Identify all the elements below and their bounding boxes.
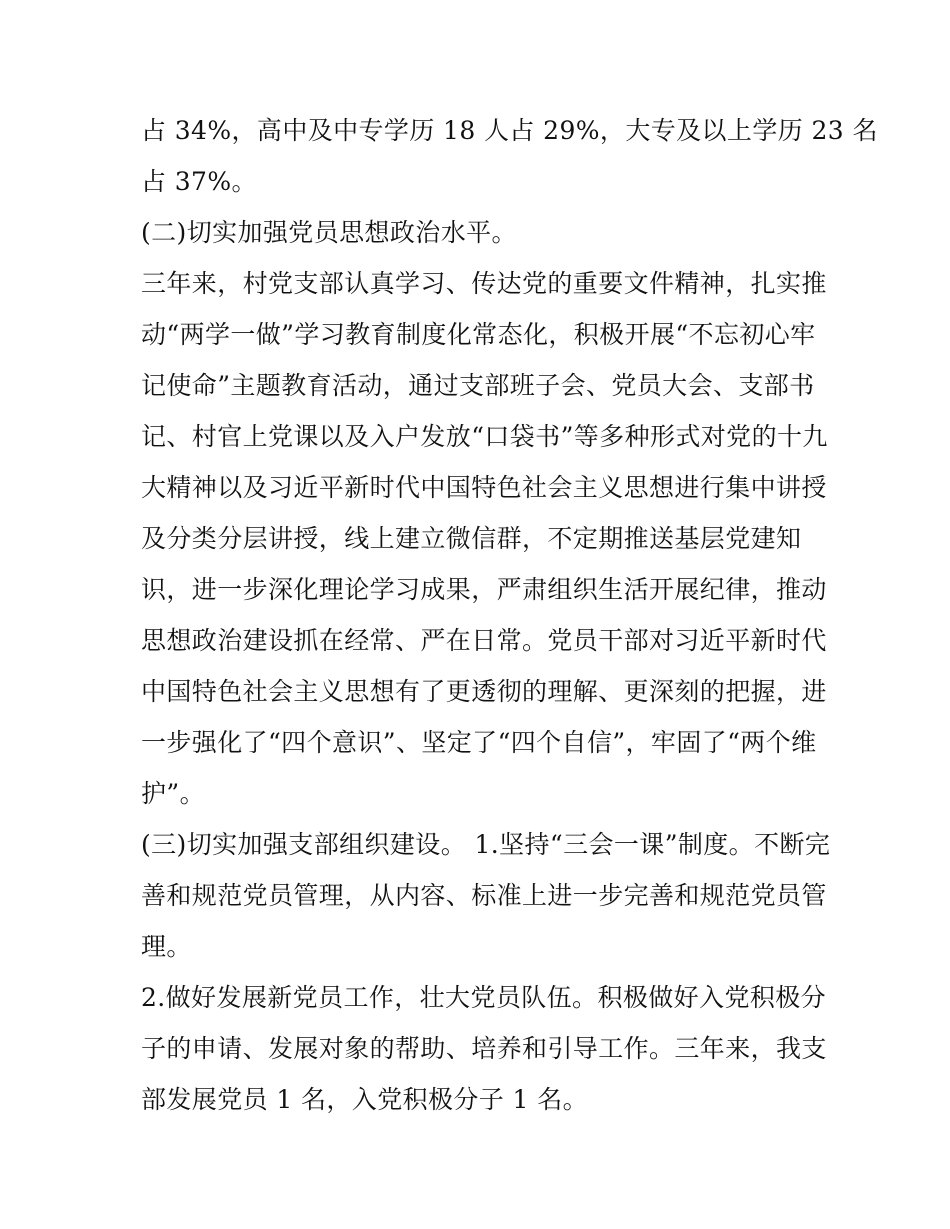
text-line-1: 占 34%，高中及中专学历 18 人占 29%，大专及以上学历 23 名 xyxy=(141,116,878,145)
text-line-11: 思想政治建设抓在经常、严在日常。党员干部对习近平新时代 xyxy=(141,626,827,655)
text-line-2: 占 37%。 xyxy=(141,167,257,196)
text-line-13: 一步强化了“四个意识”、坚定了“四个自信”，牢固了“两个维 xyxy=(141,728,817,757)
text-line-4: 三年来，村党支部认真学习、传达党的重要文件精神，扎实推 xyxy=(141,269,827,298)
text-line-20: 部发展党员 1 名，入党积极分子 1 名。 xyxy=(141,1085,588,1114)
text-line-5: 动“两学一做”学习教育制度化常态化，积极开展“不忘初心牢 xyxy=(141,320,816,349)
text-line-12: 中国特色社会主义思想有了更透彻的理解、更深刻的把握，进 xyxy=(141,677,827,706)
text-line-6: 记使命”主题教育活动，通过支部班子会、党员大会、支部书 xyxy=(141,371,815,400)
text-line-9: 及分类分层讲授，线上建立微信群，不定期推送基层党建知 xyxy=(141,524,802,553)
text-line-7: 记、村官上党课以及入户发放“口袋书”等多种形式对党的十九 xyxy=(141,422,828,451)
text-line-19: 子的申请、发展对象的帮助、培养和引导工作。三年来，我支 xyxy=(141,1034,827,1063)
text-line-18: 2.做好发展新党员工作，壮大党员队伍。积极做好入党积极分 xyxy=(141,983,827,1012)
text-line-10: 识，进一步深化理论学习成果，严肃组织生活开展纪律，推动 xyxy=(141,575,827,604)
document-body xyxy=(141,105,878,1125)
text-line-14: 护”。 xyxy=(141,779,205,808)
section-heading-2: (二)切实加强党员思想政治水平。 xyxy=(141,218,517,247)
section-heading-3: (三)切实加强支部组织建设。 1.坚持“三会一课”制度。不断完 xyxy=(141,830,831,859)
text-line-17: 理。 xyxy=(141,932,192,961)
text-line-8: 大精神以及习近平新时代中国特色社会主义思想进行集中讲授 xyxy=(141,473,827,502)
text-line-16: 善和规范党员管理，从内容、标准上进一步完善和规范党员管 xyxy=(141,881,827,910)
